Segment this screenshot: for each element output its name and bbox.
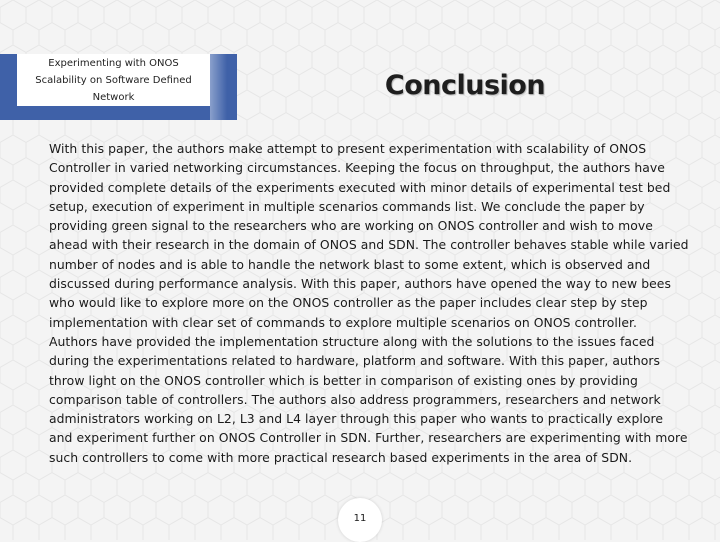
page-number: 11	[353, 513, 367, 524]
slide-title: Conclusion	[384, 70, 546, 101]
header-title-box	[17, 54, 210, 106]
presentation-subtitle: Experimenting with ONOS Scalability on Software Defined Network	[35, 57, 192, 103]
header-accent-gradient	[210, 54, 227, 120]
conclusion-paragraph: With this paper, the authors make attempt to present experimentation with scalability of ONOS Controller in varied networking circumstances. Keeping the focus on throughput, the authors have provided complete details of the experiments executed with minor details of experimental test bed setup, execution of experiment in multiple scenarios commands list. We conclude the paper by providing green signal to the researchers who are working on ONOS controller and wish to move ahead with their research in the domain of ONOS and SDN. The controller behaves stable while varied number of nodes and is able to handle the network blast to some extent, which is observed and discussed during performance analysis. With this paper, authors have opened the way to new bees who would like to explore more on the ONOS controller as the paper includes clear step by step implementation with clear set of commands to explore multiple scenarios on ONOS controller. Authors have provided the implementation structure along with the solutions to the issues faced during the experimentations related to hardware, platform and software. With this paper, authors throw light on the ONOS controller which is better in comparison of existing ones by providing comparison table of controllers. The authors also address programmers, researchers and network administrators working on L2, L3 and L4 layer through this paper who wants to practically explore and experiment further on ONOS Controller in SDN. Further, researchers are experimenting with more such controllers to come with more practical research based experiments in the area of SDN.	[49, 141, 689, 465]
